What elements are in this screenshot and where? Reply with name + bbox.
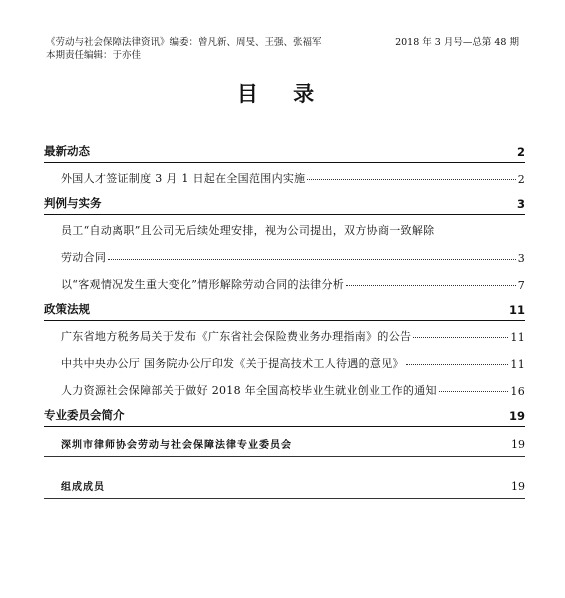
toc-label: 外国人才签证制度 3 月 1 日起在全国范围内实施 <box>61 172 306 185</box>
toc-page-number: 2 <box>516 145 525 159</box>
toc-item[interactable] <box>44 163 525 190</box>
toc-page-number: 19 <box>511 480 525 493</box>
toc-item[interactable] <box>44 348 525 375</box>
toc-page-number: 2 <box>517 173 525 186</box>
toc-leader <box>307 179 515 180</box>
header-editors <box>46 36 322 62</box>
toc-label: 广东省地方税务局关于发布《广东省社会保险费业务办理指南》的公告 <box>61 330 412 343</box>
page-title: 目 录 <box>236 82 329 106</box>
header-editors-line: 《劳动与社会保障法律资讯》编委：曾凡新、周旻、王强、张福军 <box>46 37 322 48</box>
toc-section-cases[interactable] <box>44 190 525 215</box>
toc-label: 政策法规 <box>44 302 90 316</box>
toc-label: 中共中央办公厅 国务院办公厅印发《关于提高技术工人待遇的意见》 <box>61 357 404 370</box>
toc-leader <box>439 391 509 392</box>
toc-item[interactable] <box>44 269 525 296</box>
toc-page-number: 19 <box>511 438 525 451</box>
header-issue: 2018 年 3 月号—总第 48 期 <box>395 37 519 48</box>
toc-page-number: 7 <box>517 279 525 292</box>
toc-label: 最新动态 <box>44 144 90 158</box>
toc-label: 判例与实务 <box>44 196 102 210</box>
toc-label: 组成成员 <box>61 482 105 493</box>
toc-item[interactable] <box>44 215 525 269</box>
toc-page-number: 11 <box>508 303 525 317</box>
toc-leader <box>413 337 508 338</box>
toc-label: 以“客观情况发生重大变化”情形解除劳动合同的法律分析 <box>61 278 345 291</box>
toc-leader <box>108 259 515 260</box>
toc-item[interactable] <box>44 469 525 499</box>
toc-leader <box>406 364 509 365</box>
toc-label: 深圳市律师协会劳动与社会保障法律专业委员会 <box>61 440 292 451</box>
toc-page-number: 16 <box>510 385 525 398</box>
table-of-contents <box>44 138 525 511</box>
toc-page-number: 19 <box>508 409 525 423</box>
header-responsible-editor: 本期责任编辑：于亦佳 <box>46 50 142 61</box>
toc-section-policies[interactable] <box>44 296 525 321</box>
toc-item[interactable] <box>44 427 525 457</box>
toc-label-continued: 劳动合同 <box>61 251 107 264</box>
toc-page-number: 11 <box>510 331 525 344</box>
toc-leader <box>346 285 516 286</box>
toc-page-number: 3 <box>516 197 525 211</box>
toc-label: 人力资源社会保障部关于做好 2018 年全国高校毕业生就业创业工作的通知 <box>61 384 437 397</box>
toc-page-number: 11 <box>510 358 525 371</box>
toc-label: 员工“自动离职”且公司无后续处理安排，视为公司提出，双方协商一致解除 <box>61 224 435 237</box>
toc-page-number: 3 <box>517 252 525 265</box>
toc-section-latest-news[interactable] <box>44 138 525 163</box>
toc-label: 专业委员会简介 <box>44 408 125 422</box>
toc-item[interactable] <box>44 375 525 402</box>
toc-section-committee[interactable] <box>44 402 525 427</box>
toc-item[interactable] <box>44 321 525 348</box>
